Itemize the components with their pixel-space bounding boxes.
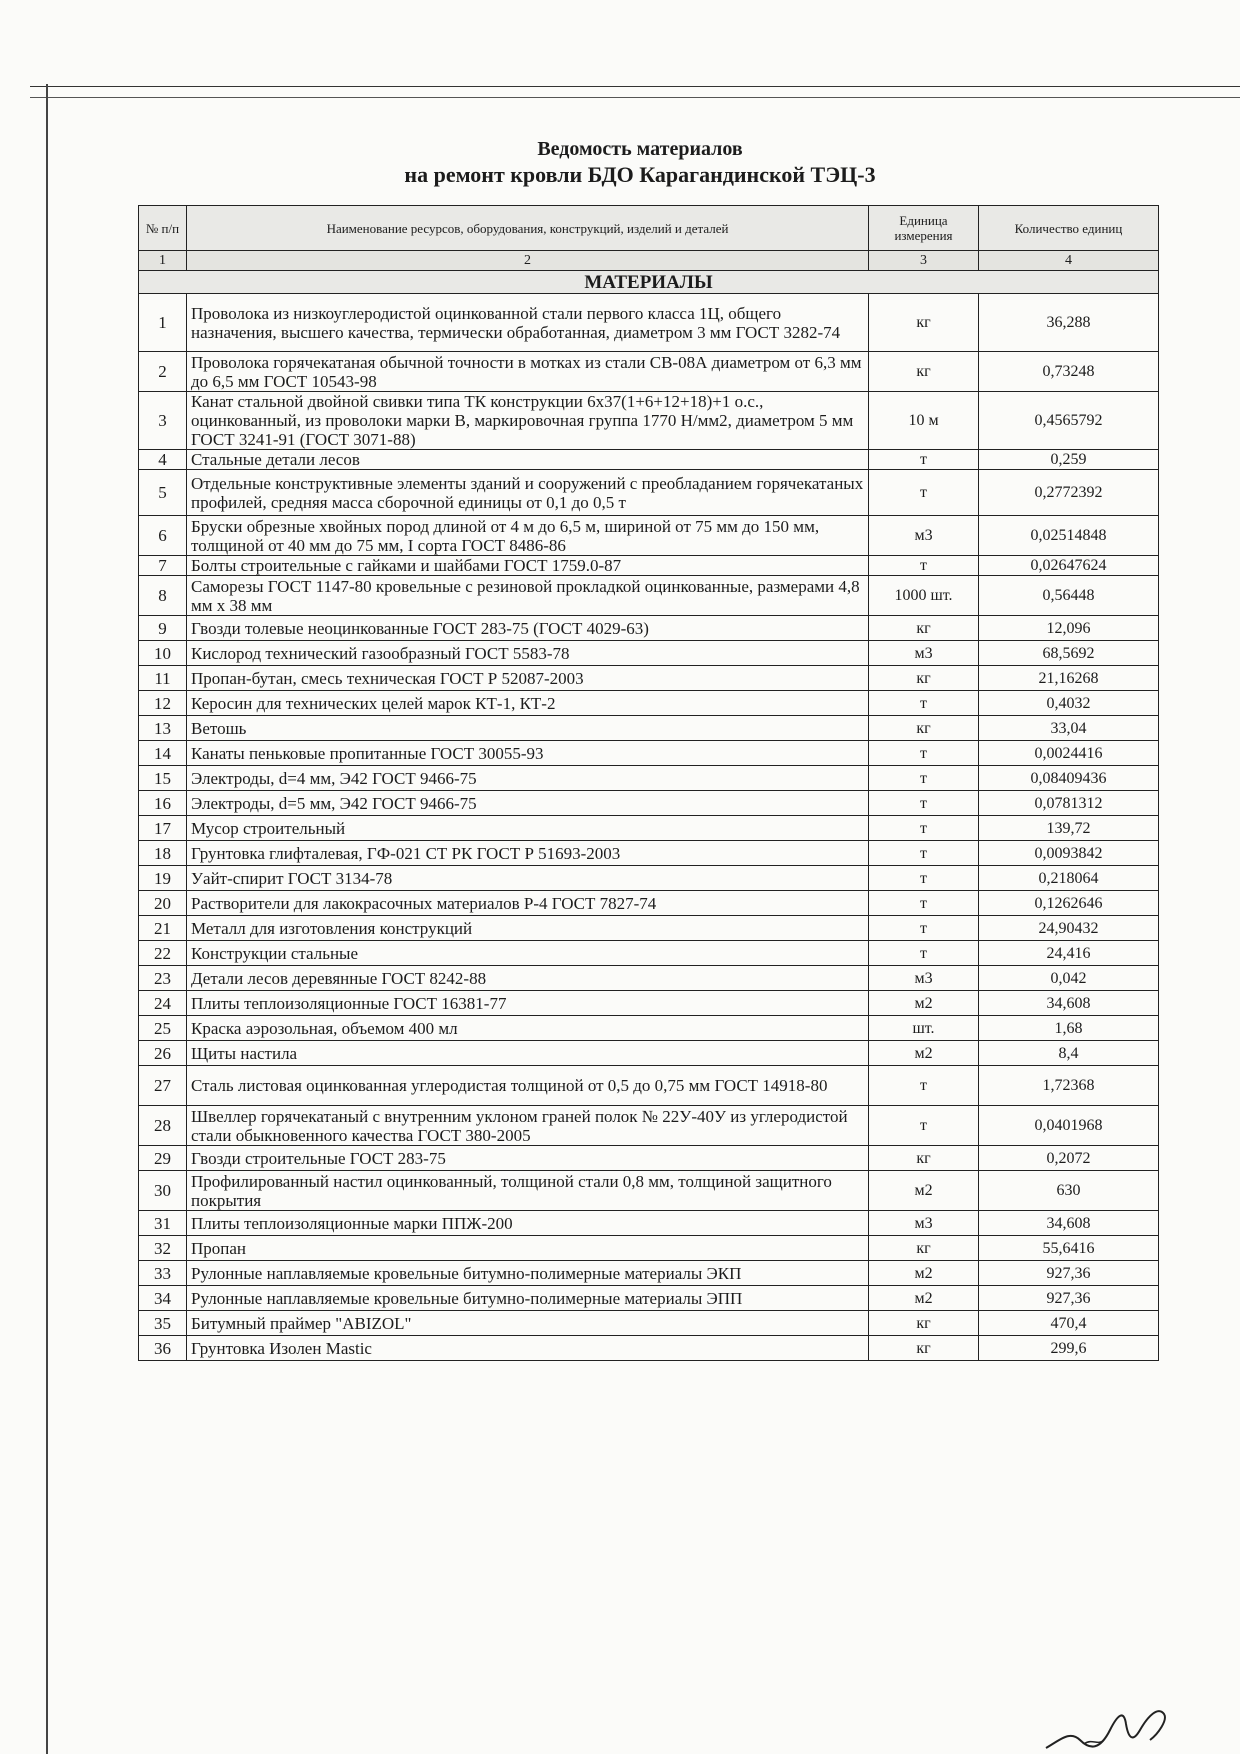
table-row (139, 1311, 1159, 1336)
material-name: Битумный праймер "ABIZOL" (187, 1311, 869, 1336)
unit-of-measure: т (869, 766, 979, 791)
material-name: Гвозди строительные ГОСТ 283-75 (187, 1146, 869, 1171)
material-name: Профилированный настил оцинкованный, толщиной стали 0,8 мм, толщиной защитного покрытия (187, 1171, 869, 1211)
unit-of-measure: кг (869, 1336, 979, 1361)
column-number: 1 (139, 251, 187, 271)
quantity-value: 24,90432 (979, 916, 1159, 941)
materials-sheet (138, 205, 1158, 1361)
quantity-value: 33,04 (979, 716, 1159, 741)
unit-of-measure: кг (869, 1236, 979, 1261)
material-name: Гвозди толевые неоцинкованные ГОСТ 283-75 (ГОСТ 4029-63) (187, 616, 869, 641)
unit-of-measure: м2 (869, 1041, 979, 1066)
quantity-value: 0,2072 (979, 1146, 1159, 1171)
unit-of-measure: т (869, 691, 979, 716)
table-row (139, 516, 1159, 556)
row-number: 7 (139, 556, 187, 576)
quantity-value: 927,36 (979, 1261, 1159, 1286)
unit-of-measure: м3 (869, 1211, 979, 1236)
header-number: № п/п (139, 206, 187, 251)
quantity-value: 12,096 (979, 616, 1159, 641)
quantity-value: 0,0093842 (979, 841, 1159, 866)
row-number: 16 (139, 791, 187, 816)
table-row (139, 716, 1159, 741)
unit-of-measure: м3 (869, 966, 979, 991)
column-number: 2 (187, 251, 869, 271)
table-row (139, 816, 1159, 841)
table-row (139, 666, 1159, 691)
row-number: 18 (139, 841, 187, 866)
quantity-value: 0,1262646 (979, 891, 1159, 916)
row-number: 1 (139, 294, 187, 352)
table-row (139, 294, 1159, 352)
material-name: Рулонные наплавляемые кровельные битумно-полимерные материалы ЭКП (187, 1261, 869, 1286)
row-number: 15 (139, 766, 187, 791)
table-row (139, 1106, 1159, 1146)
table-row (139, 1286, 1159, 1311)
unit-of-measure: м3 (869, 516, 979, 556)
table-row (139, 1146, 1159, 1171)
column-number: 4 (979, 251, 1159, 271)
quantity-value: 0,73248 (979, 352, 1159, 392)
unit-of-measure: м2 (869, 991, 979, 1016)
row-number: 26 (139, 1041, 187, 1066)
handwritten-signature (1040, 1700, 1180, 1754)
unit-of-measure: т (869, 556, 979, 576)
table-row (139, 966, 1159, 991)
quantity-value: 34,608 (979, 1211, 1159, 1236)
row-number: 27 (139, 1066, 187, 1106)
quantity-value: 36,288 (979, 294, 1159, 352)
row-number: 13 (139, 716, 187, 741)
row-number: 36 (139, 1336, 187, 1361)
row-number: 21 (139, 916, 187, 941)
top-rule (30, 86, 1240, 87)
column-number: 3 (869, 251, 979, 271)
unit-of-measure: т (869, 791, 979, 816)
material-name: Керосин для технических целей марок КТ-1, КТ-2 (187, 691, 869, 716)
quantity-value: 68,5692 (979, 641, 1159, 666)
document-title: Ведомость материалов (537, 138, 743, 160)
quantity-value: 0,0781312 (979, 791, 1159, 816)
unit-of-measure: кг (869, 1311, 979, 1336)
row-number: 22 (139, 941, 187, 966)
header-quantity: Количество единиц (979, 206, 1159, 251)
table-row (139, 450, 1159, 470)
material-name: Плиты теплоизоляционные ГОСТ 16381-77 (187, 991, 869, 1016)
row-number: 32 (139, 1236, 187, 1261)
quantity-value: 139,72 (979, 816, 1159, 841)
top-rule-secondary (30, 97, 1240, 98)
unit-of-measure: м2 (869, 1286, 979, 1311)
quantity-value: 1,72368 (979, 1066, 1159, 1106)
row-number: 17 (139, 816, 187, 841)
materials-table (138, 205, 1159, 1361)
unit-of-measure: т (869, 916, 979, 941)
unit-of-measure: кг (869, 1146, 979, 1171)
unit-of-measure: т (869, 891, 979, 916)
quantity-value: 0,4565792 (979, 392, 1159, 450)
quantity-value: 0,02514848 (979, 516, 1159, 556)
table-row (139, 470, 1159, 516)
row-number: 4 (139, 450, 187, 470)
unit-of-measure: т (869, 1066, 979, 1106)
quantity-value: 927,36 (979, 1286, 1159, 1311)
material-name: Стальные детали лесов (187, 450, 869, 470)
row-number: 3 (139, 392, 187, 450)
row-number: 12 (139, 691, 187, 716)
row-number: 25 (139, 1016, 187, 1041)
table-row (139, 616, 1159, 641)
table-row (139, 916, 1159, 941)
quantity-value: 0,02647624 (979, 556, 1159, 576)
table-row (139, 392, 1159, 450)
quantity-value: 470,4 (979, 1311, 1159, 1336)
material-name: Плиты теплоизоляционные марки ППЖ-200 (187, 1211, 869, 1236)
unit-of-measure: м2 (869, 1171, 979, 1211)
quantity-value: 8,4 (979, 1041, 1159, 1066)
material-name: Щиты настила (187, 1041, 869, 1066)
table-row (139, 691, 1159, 716)
quantity-value: 0,2772392 (979, 470, 1159, 516)
unit-of-measure: т (869, 866, 979, 891)
table-row (139, 556, 1159, 576)
unit-of-measure: м3 (869, 641, 979, 666)
row-number: 29 (139, 1146, 187, 1171)
row-number: 10 (139, 641, 187, 666)
table-row (139, 766, 1159, 791)
table-row (139, 576, 1159, 616)
material-name: Грунтовка глифталевая, ГФ-021 СТ РК ГОСТ Р 51693-2003 (187, 841, 869, 866)
quantity-value: 0,4032 (979, 691, 1159, 716)
row-number: 8 (139, 576, 187, 616)
table-row (139, 941, 1159, 966)
quantity-value: 24,416 (979, 941, 1159, 966)
material-name: Швеллер горячекатаный с внутренним уклоном граней полок № 22У-40У из углеродистой стали обыкновенного качества ГОСТ 380-2005 (187, 1106, 869, 1146)
quantity-value: 34,608 (979, 991, 1159, 1016)
quantity-value: 0,0401968 (979, 1106, 1159, 1146)
material-name: Болты строительные с гайками и шайбами ГОСТ 1759.0-87 (187, 556, 869, 576)
unit-of-measure: кг (869, 666, 979, 691)
unit-of-measure: м2 (869, 1261, 979, 1286)
material-name: Проволока горячекатаная обычной точности в мотках из стали СВ-08А диаметром от 6,3 мм до 6,5 мм ГОСТ 10543-98 (187, 352, 869, 392)
material-name: Уайт-спирит ГОСТ 3134-78 (187, 866, 869, 891)
unit-of-measure: кг (869, 716, 979, 741)
material-name: Пропан (187, 1236, 869, 1261)
unit-of-measure: т (869, 816, 979, 841)
table-row (139, 1261, 1159, 1286)
table-row (139, 1236, 1159, 1261)
quantity-value: 21,16268 (979, 666, 1159, 691)
section-row (139, 271, 1159, 294)
binding-margin-line (46, 84, 48, 1754)
quantity-value: 0,08409436 (979, 766, 1159, 791)
header-unit: Единица измерения (869, 206, 979, 251)
material-name: Краска аэрозольная, объемом 400 мл (187, 1016, 869, 1041)
material-name: Канат стальной двойной свивки типа ТК конструкции 6х37(1+6+12+18)+1 о.с., оцинкованный, из проволоки марки В, маркировочная группа 1770 Н/мм2, диаметром 5 мм ГОСТ 3241-91 (ГОСТ 3071-88) (187, 392, 869, 450)
table-row (139, 866, 1159, 891)
material-name: Грунтовка Изолен Mastic (187, 1336, 869, 1361)
quantity-value: 630 (979, 1171, 1159, 1211)
column-number-row (139, 251, 1159, 271)
quantity-value: 0,259 (979, 450, 1159, 470)
material-name: Конструкции стальные (187, 941, 869, 966)
table-row (139, 891, 1159, 916)
row-number: 11 (139, 666, 187, 691)
material-name: Рулонные наплавляемые кровельные битумно-полимерные материалы ЭПП (187, 1286, 869, 1311)
unit-of-measure: кг (869, 352, 979, 392)
quantity-value: 0,0024416 (979, 741, 1159, 766)
material-name: Ветошь (187, 716, 869, 741)
row-number: 20 (139, 891, 187, 916)
row-number: 5 (139, 470, 187, 516)
table-row (139, 352, 1159, 392)
row-number: 6 (139, 516, 187, 556)
material-name: Пропан-бутан, смесь техническая ГОСТ Р 52087-2003 (187, 666, 869, 691)
quantity-value: 0,56448 (979, 576, 1159, 616)
table-header-row (139, 206, 1159, 251)
row-number: 19 (139, 866, 187, 891)
table-row (139, 1041, 1159, 1066)
unit-of-measure: т (869, 450, 979, 470)
material-name: Металл для изготовления конструкций (187, 916, 869, 941)
material-name: Электроды, d=4 мм, Э42 ГОСТ 9466-75 (187, 766, 869, 791)
header-name: Наименование ресурсов, оборудования, конструкций, изделий и деталей (187, 206, 869, 251)
table-row (139, 1066, 1159, 1106)
material-name: Детали лесов деревянные ГОСТ 8242-88 (187, 966, 869, 991)
table-row (139, 841, 1159, 866)
table-row (139, 991, 1159, 1016)
unit-of-measure: кг (869, 294, 979, 352)
unit-of-measure: кг (869, 616, 979, 641)
row-number: 35 (139, 1311, 187, 1336)
table-row (139, 641, 1159, 666)
quantity-value: 0,218064 (979, 866, 1159, 891)
material-name: Канаты пеньковые пропитанные ГОСТ 30055-93 (187, 741, 869, 766)
table-row (139, 1171, 1159, 1211)
row-number: 30 (139, 1171, 187, 1211)
row-number: 24 (139, 991, 187, 1016)
unit-of-measure: шт. (869, 1016, 979, 1041)
row-number: 14 (139, 741, 187, 766)
table-row (139, 791, 1159, 816)
material-name: Проволока из низкоуглеродистой оцинкованной стали первого класса 1Ц, общего назначения, высшего качества, термически обработанная, диаметром 3 мм ГОСТ 3282-74 (187, 294, 869, 352)
unit-of-measure: 1000 шт. (869, 576, 979, 616)
table-row (139, 741, 1159, 766)
unit-of-measure: т (869, 470, 979, 516)
material-name: Мусор строительный (187, 816, 869, 841)
material-name: Отдельные конструктивные элементы зданий и сооружений с преобладанием горячекатаных профилей, средняя масса сборочной единицы от 0,1 до 0,5 т (187, 470, 869, 516)
row-number: 33 (139, 1261, 187, 1286)
unit-of-measure: т (869, 941, 979, 966)
quantity-value: 55,6416 (979, 1236, 1159, 1261)
unit-of-measure: т (869, 1106, 979, 1146)
row-number: 31 (139, 1211, 187, 1236)
material-name: Саморезы ГОСТ 1147-80 кровельные с резиновой прокладкой оцинкованные, размерами 4,8 мм х 38 мм (187, 576, 869, 616)
table-row (139, 1211, 1159, 1236)
row-number: 2 (139, 352, 187, 392)
unit-of-measure: т (869, 841, 979, 866)
quantity-value: 0,042 (979, 966, 1159, 991)
table-body (139, 294, 1159, 1361)
quantity-value: 299,6 (979, 1336, 1159, 1361)
table-row (139, 1016, 1159, 1041)
row-number: 34 (139, 1286, 187, 1311)
unit-of-measure: т (869, 741, 979, 766)
unit-of-measure: 10 м (869, 392, 979, 450)
row-number: 23 (139, 966, 187, 991)
material-name: Кислород технический газообразный ГОСТ 5583-78 (187, 641, 869, 666)
row-number: 28 (139, 1106, 187, 1146)
row-number: 9 (139, 616, 187, 641)
material-name: Растворители для лакокрасочных материалов Р-4 ГОСТ 7827-74 (187, 891, 869, 916)
document-subtitle: на ремонт кровли БДО Карагандинской ТЭЦ-3 (404, 162, 876, 187)
table-row (139, 1336, 1159, 1361)
section-title: МАТЕРИАЛЫ (139, 271, 1159, 294)
material-name: Бруски обрезные хвойных пород длиной от 4 м до 6,5 м, шириной от 75 мм до 150 мм, толщиной от 40 мм до 75 мм, I сорта ГОСТ 8486-86 (187, 516, 869, 556)
quantity-value: 1,68 (979, 1016, 1159, 1041)
material-name: Сталь листовая оцинкованная углеродистая толщиной от 0,5 до 0,75 мм ГОСТ 14918-80 (187, 1066, 869, 1106)
material-name: Электроды, d=5 мм, Э42 ГОСТ 9466-75 (187, 791, 869, 816)
